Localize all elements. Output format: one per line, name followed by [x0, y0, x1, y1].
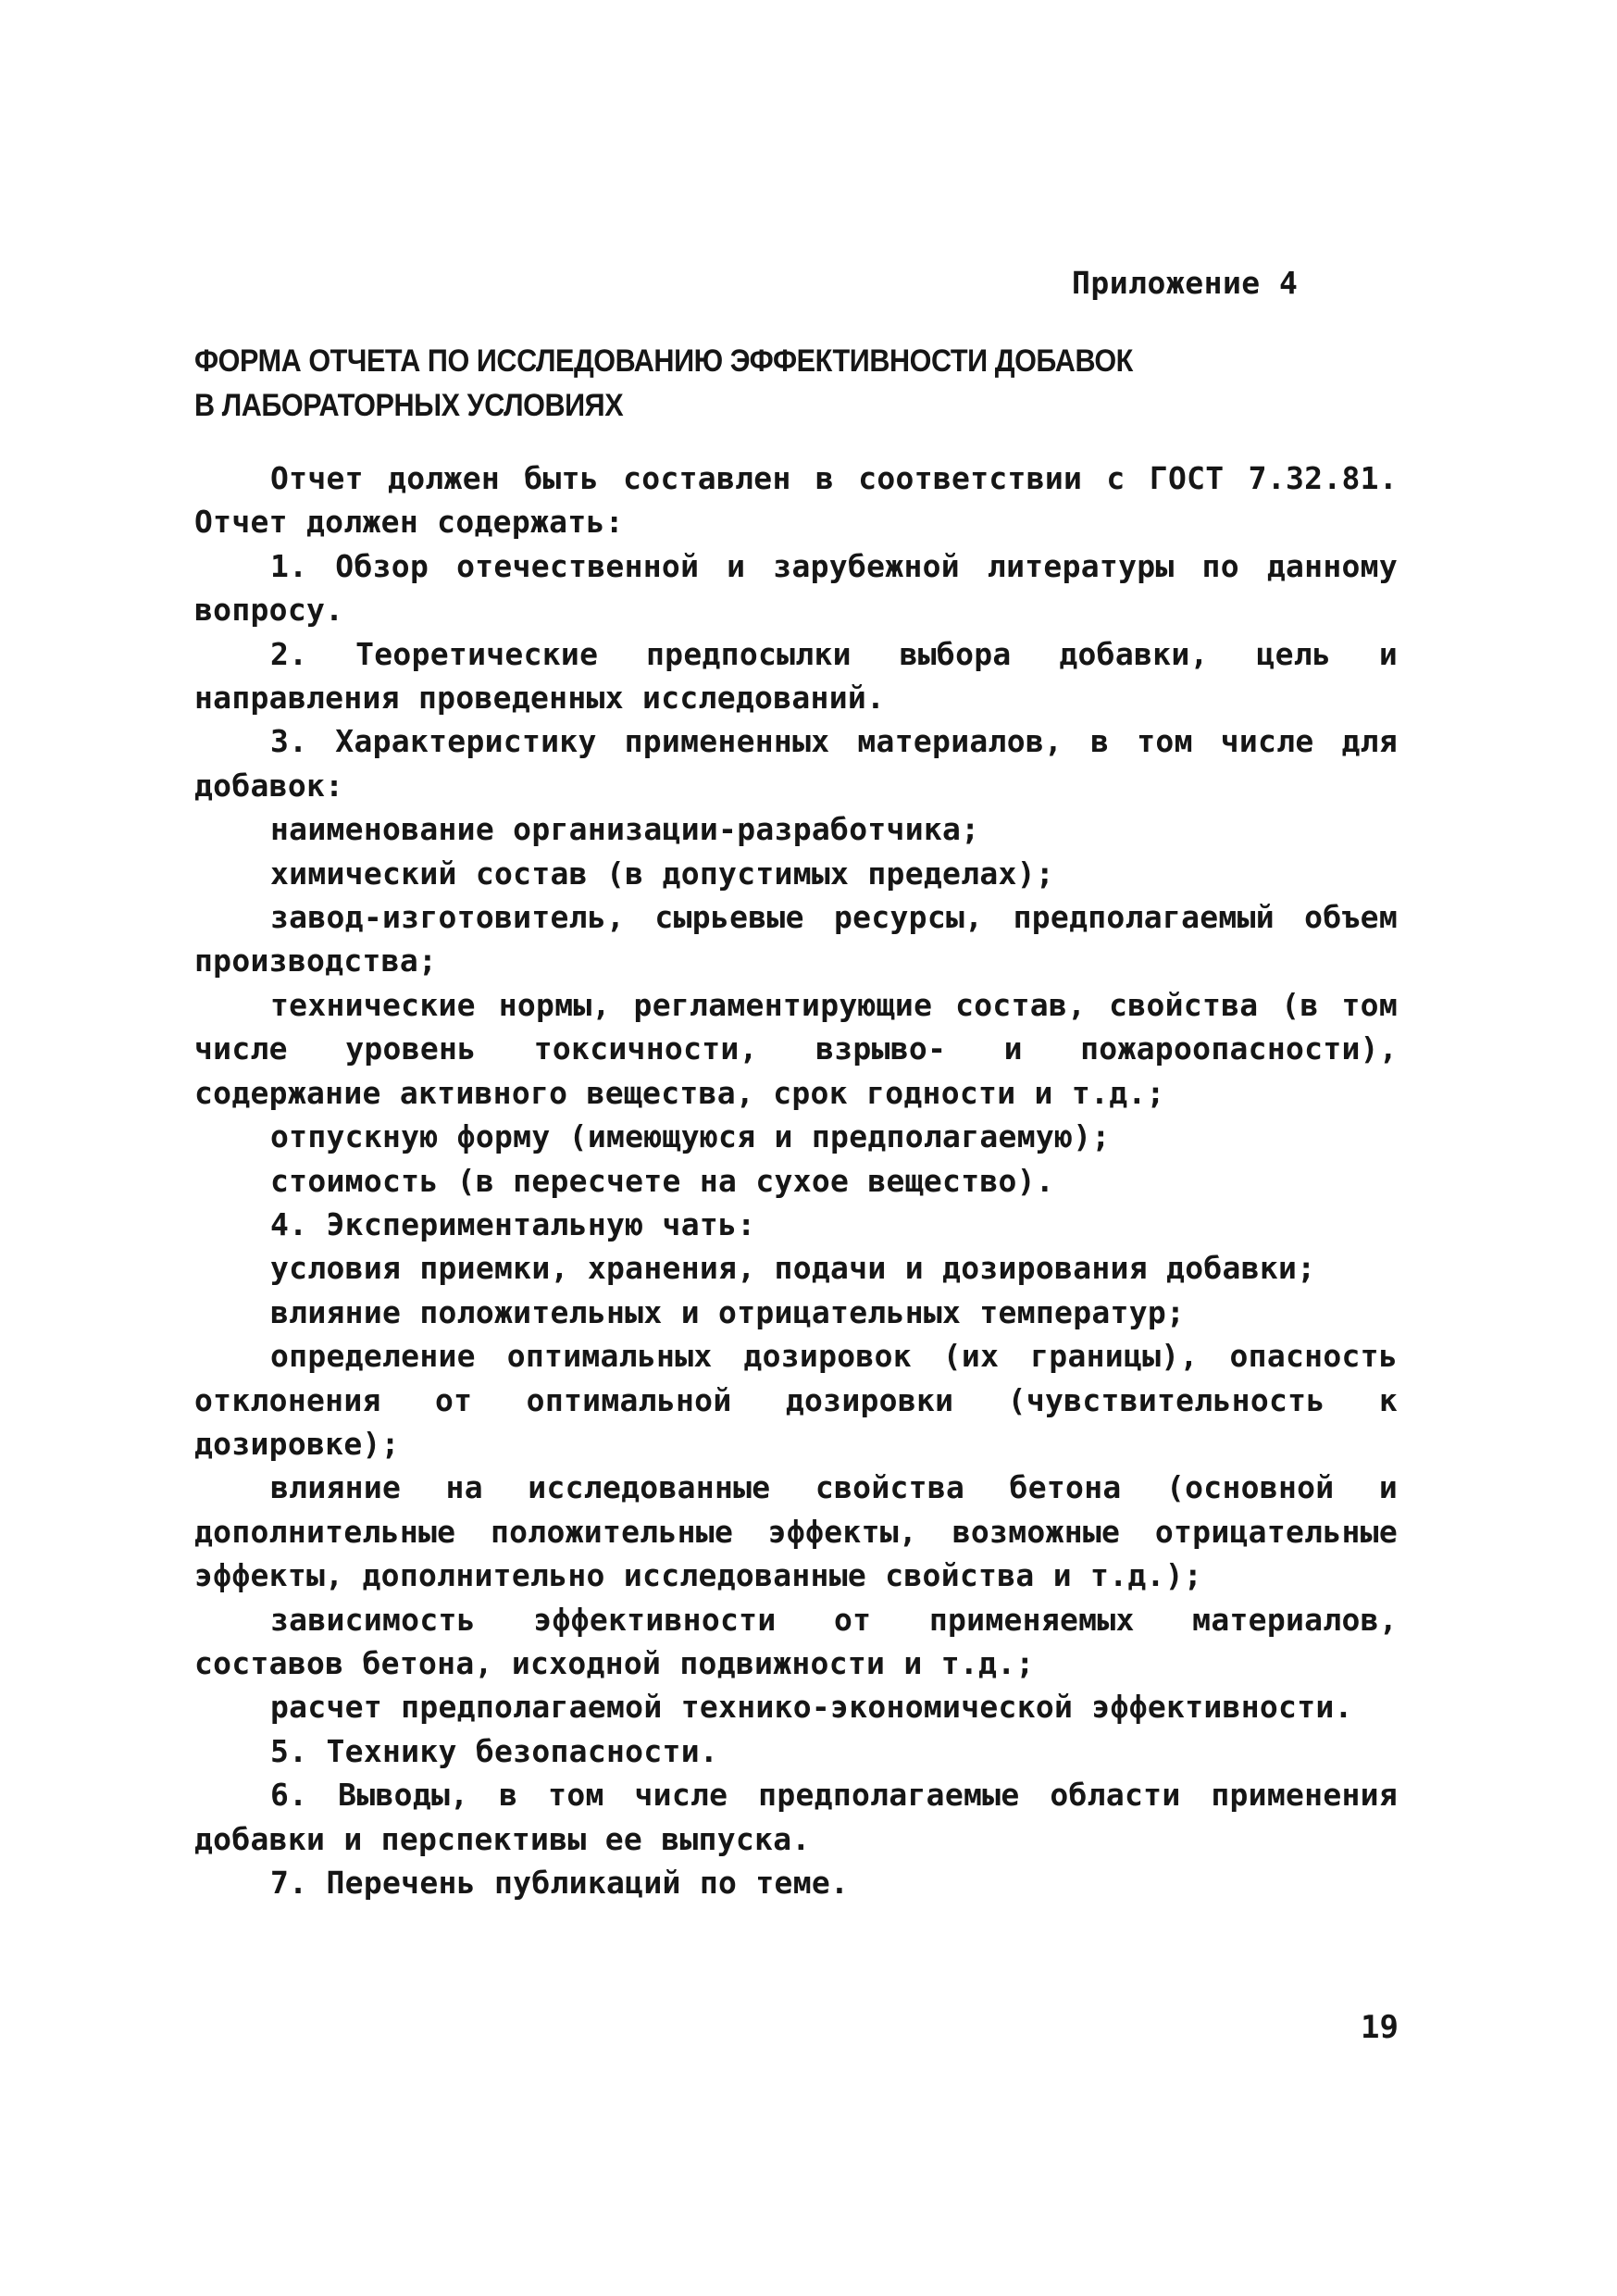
list-item: завод-изготовитель, сырьевые ресурсы, предполагаемый объем производства; — [194, 899, 1398, 980]
list-item: влияние положительных и отрицательных температур; — [270, 1293, 1186, 1330]
list-item: зависимость эффективности от применяемых материалов, составов бетона, исходной подвижности и т.д.; — [194, 1601, 1398, 1681]
title-line: В ЛАБОРАТОРНЫХ УСЛОВИЯХ — [194, 388, 624, 423]
list-item: технические нормы, регламентирующие состав, свойства (в том числе уровень токсичности, взрыво- и пожароопасности), содержание активного вещества, срок годности и т.д.; — [194, 986, 1398, 1111]
numbered-section: 3. Характеристику примененных материалов, в том числе для добавок: — [194, 723, 1398, 804]
numbered-section: 1. Обзор отечественной и зарубежной литературы по данному вопросу. — [194, 547, 1398, 629]
list-item: определение оптимальных дозировок (их границы), опасность отклонения от оптимальной дозировки (чувствительность к дозировке); — [194, 1338, 1398, 1462]
numbered-section: 6. Выводы, в том числе предполагаемые области применения добавки и перспективы ее выпуска. — [194, 1777, 1398, 1857]
list-item: наименование организации-разработчика; — [270, 811, 980, 848]
document-title — [194, 339, 1133, 428]
title-line: ФОРМА ОТЧЕТА ПО ИССЛЕДОВАНИЮ ЭФФЕКТИВНОСТИ ДОБАВОК — [194, 343, 1133, 379]
numbered-section: 5. Технику безопасности. — [270, 1732, 719, 1769]
page-number: 19 — [1361, 2009, 1399, 2046]
numbered-section: 2. Теоретические предпосылки выбора добавки, цель и направления проведенных исследований. — [194, 635, 1398, 717]
numbered-section: 4. Экспериментальную чать: — [270, 1205, 756, 1242]
list-item: влияние на исследованные свойства бетона (основной и дополнительные положительные эффекты, возможные отрицательные эффекты, дополнительно исследованные свойства и т.д.); — [194, 1469, 1398, 1594]
appendix-label: Приложение 4 — [1072, 265, 1299, 301]
document-body — [194, 456, 1398, 1904]
list-item: стоимость (в пересчете на сухое вещество). — [270, 1162, 1055, 1199]
list-item: химический состав (в допустимых пределах); — [270, 855, 1055, 892]
list-item: расчет предполагаемой технико-экономической эффективности. — [270, 1689, 1353, 1726]
list-item: условия приемки, хранения, подачи и дозирования добавки; — [270, 1250, 1316, 1287]
list-item: отпускную форму (имеющуюся и предполагаемую); — [270, 1118, 1111, 1155]
intro-paragraph: Отчет должен быть составлен в соответствии с ГОСТ 7.32.81. Отчет должен содержать: — [194, 460, 1398, 541]
numbered-section: 7. Перечень публикаций по теме. — [270, 1865, 850, 1901]
